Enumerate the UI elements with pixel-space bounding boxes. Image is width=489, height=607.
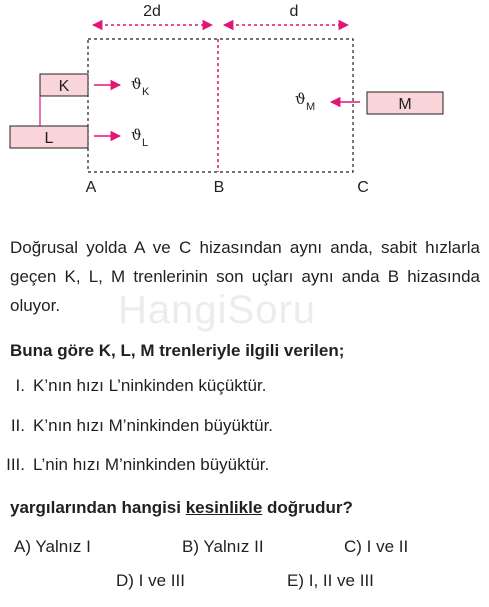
velocity-m-symbol: ϑ: [295, 90, 306, 108]
velocity-l-subscript: L: [142, 137, 149, 149]
velocity-l-symbol: ϑ: [131, 126, 142, 144]
statement-item-3: [0, 455, 489, 477]
velocity-m-subscript: M: [306, 101, 316, 113]
question-prompt-start: yargılarından hangisi: [10, 498, 186, 517]
question-stem: Buna göre K, L, M trenleriyle ilgili verilen;: [10, 341, 345, 360]
train-l-label: L: [44, 130, 54, 147]
option-d[interactable]: D) I ve III: [116, 571, 185, 590]
question-prompt-end: doğrudur?: [262, 498, 353, 517]
statement-number: III.: [6, 455, 25, 474]
point-b-label: B: [213, 179, 225, 196]
question-prompt-emphasis: kesinlikle: [185, 498, 263, 517]
statement-number: II.: [10, 416, 25, 435]
option-c[interactable]: C) I ve II: [344, 537, 409, 556]
statement-text: L’nin hızı M’ninkinden büyüktür.: [33, 455, 270, 474]
statement-number: I.: [15, 376, 25, 395]
problem-paragraph: Doğrusal yolda A ve C hizasından aynı anda, sabit hızlarla geçen K, L, M trenlerinin son uçları aynı anda B hizasında oluyor.: [10, 238, 480, 315]
velocity-k-subscript: K: [142, 86, 150, 98]
train-k-label: K: [58, 78, 70, 95]
statement-text: K’nın hızı M’ninkinden büyüktür.: [33, 416, 274, 435]
option-a[interactable]: A) Yalnız I: [14, 537, 91, 556]
point-c-label: C: [357, 179, 369, 196]
statement-text: K’nın hızı L’ninkinden küçüktür.: [33, 376, 267, 395]
watermark: HangiSoru: [118, 288, 317, 332]
velocity-k-symbol: ϑ: [131, 75, 142, 93]
statement-item-2: [0, 416, 489, 438]
point-a-label: A: [85, 179, 97, 196]
dimension-label-2d: 2d: [143, 3, 161, 20]
train-diagram: [0, 0, 489, 205]
option-e[interactable]: E) I, II ve III: [287, 571, 374, 590]
option-b[interactable]: B) Yalnız II: [182, 537, 264, 556]
train-m-label: M: [398, 96, 412, 113]
statement-item-1: [0, 376, 489, 398]
dimension-label-d: d: [289, 3, 299, 20]
question-prompt: [10, 493, 353, 522]
